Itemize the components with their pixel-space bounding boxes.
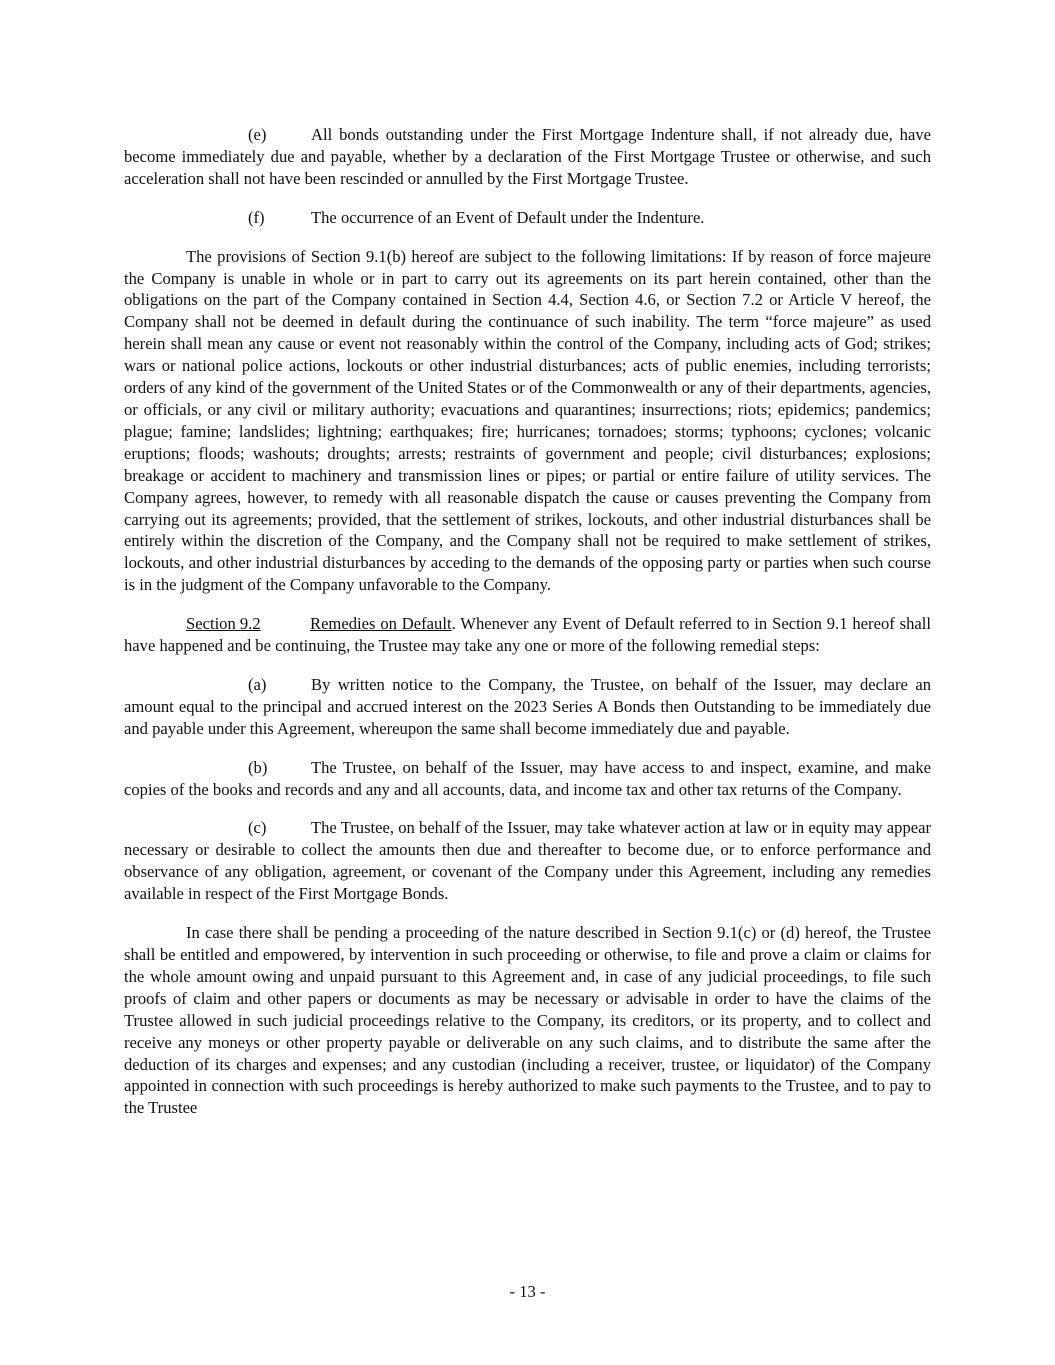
- item-b-label: (b): [248, 757, 268, 777]
- item-a: [124, 674, 931, 740]
- item-c: [124, 817, 931, 905]
- item-f-label: (f): [248, 207, 265, 227]
- item-e-text: All bonds outstanding under the First Mortgage Indenture shall, if not already due, have become immediately due and payable, whether by a declaration of the First Mortgage Trustee or otherwise, and such acceleration shall not have been rescinded or annulled by the First Mortgage Trustee.: [124, 125, 931, 188]
- section-9-2-text: . Whenever any Event of Default referred to in Section 9.1 hereof shall have happened and be continuing, the Trustee may take any one or more of the following remedial steps:: [124, 614, 931, 656]
- item-b-text: The Trustee, on behalf of the Issuer, may have access to and inspect, examine, and make copies of the books and records and any and all accounts, data, and income tax and other tax returns of the Company.: [124, 757, 931, 799]
- force-majeure-paragraph: The provisions of Section 9.1(b) hereof are subject to the following limitations: If by reason of force majeure the Company is unable in whole or in part to carry out its agreements on its part herein contained, other than the obligations on the part of the Company contained in Section 4.4, Section 4.6, or Section 7.2 or Article V hereof, the Company shall not be deemed in default during the continuance of such inability. The term “force majeure” as used herein shall mean any cause or event not reasonably within the control of the Company, including acts of God; strikes; wars or national police actions, lockouts or other industrial disturbances; acts of public enemies, including terrorists; orders of any kind of the government of the United States or of the Commonwealth or any of their departments, agencies, or officials, or any civil or military authority; evacuations and quarantines; insurrections; riots; epidemics; pandemics; plague; famine; landslides; lightning; earthquakes; fire; hurricanes; tornadoes; storms; typhoons; cyclones; volcanic eruptions; floods; washouts; droughts; arrests; restraints of government and people; civil disturbances; explosions; breakage or accident to machinery and transmission lines or pipes; or partial or entire failure of utility services. The Company agrees, however, to remedy with all reasonable dispatch the cause or causes preventing the Company from carrying out its agreements; provided, that the settlement of strikes, lockouts, and other industrial disturbances shall be entirely within the discretion of the Company, and the Company shall not be required to make settlement of strikes, lockouts, and other industrial disturbances by acceding to the demands of the opposing party or parties when such course is in the judgment of the Company unfavorable to the Company.: [124, 246, 931, 595]
- item-a-label: (a): [248, 674, 267, 694]
- proceeding-paragraph: In case there shall be pending a proceeding of the nature described in Section 9.1(c) or (d) hereof, the Trustee shall be entitled and empowered, by intervention in such proceeding or otherwise, to file and prove a claim or claims for the whole amount owing and unpaid pursuant to this Agreement and, in case of any judicial proceedings, to file such proofs of claim and other papers or documents as may be necessary or advisable in order to have the claims of the Trustee allowed in such judicial proceedings relative to the Company, its creditors, or its property, and to collect and receive any moneys or other property payable or deliverable on any such claims, and to distribute the same after the deduction of its charges and expenses; and any custodian (including a receiver, trustee, or liquidator) of the Company appointed in connection with such proceedings is hereby authorized to make such payments to the Trustee, and to pay to the Trustee: [124, 923, 931, 1118]
- item-a-text: By written notice to the Company, the Trustee, on behalf of the Issuer, may declare an amount equal to the principal and accrued interest on the 2023 Series A Bonds then Outstanding to be immediately due and payable under this Agreement, whereupon the same shall become immediately due and payable.: [124, 674, 931, 738]
- item-c-label: (c): [248, 818, 267, 838]
- section-9-2-number: Section 9.2: [186, 614, 261, 634]
- section-9-2-paragraph: [124, 613, 931, 657]
- page-number: - 13 -: [509, 1282, 546, 1301]
- item-e: [124, 124, 931, 190]
- item-f: [124, 207, 931, 229]
- item-f-text: The occurrence of an Event of Default under the Indenture.: [311, 207, 705, 227]
- item-e-label: (e): [248, 125, 267, 144]
- document-body: [124, 124, 931, 1136]
- item-c-text: The Trustee, on behalf of the Issuer, may take whatever action at law or in equity may appear necessary or desirable to collect the amounts then due and thereafter to become due, or to enforce performance and observance of any obligation, agreement, or covenant of the Company under this Agreement, including any remedies available in respect of the First Mortgage Bonds.: [124, 818, 931, 904]
- section-9-2-title: Remedies on Default: [310, 614, 452, 634]
- item-b: [124, 757, 931, 801]
